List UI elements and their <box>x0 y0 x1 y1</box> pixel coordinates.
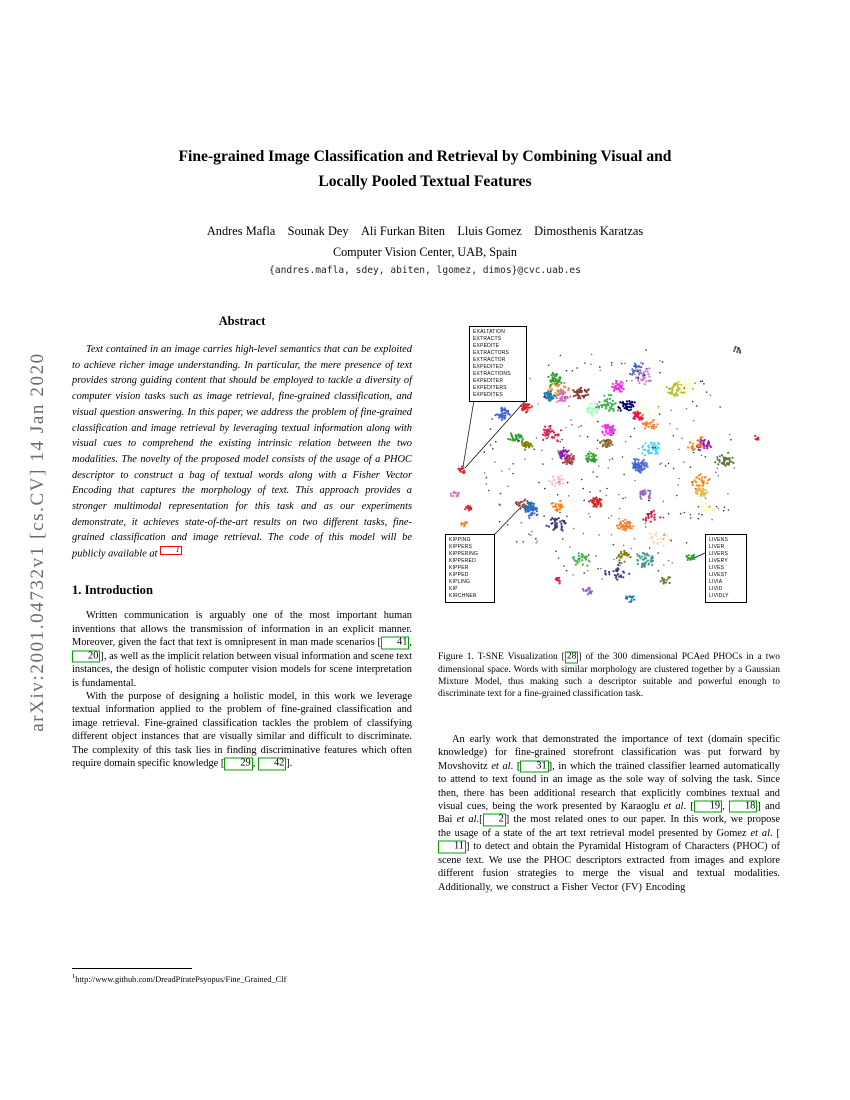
affiliation-line: Computer Vision Center, UAB, Spain <box>332 245 518 259</box>
paper-title-line1: Fine-grained Image Classification and Retrieval by Combining Visual and <box>178 148 672 165</box>
intro-paragraph-2: With the purpose of designing a holistic model, in this work we leverage textual information applied to the problem of fine-grained classification and image retrieval. Fine-grained classification tackles the problem of classifying different object instances that are visually similar and difficult to discriminate. The complexity of this task lies in finding discriminative features which often require domain specific knowledge [ 29 , 42 ]. <box>72 691 412 770</box>
italic-text: et al <box>456 814 477 826</box>
arxiv-stamp: arXiv:2001.04732v1 [cs.CV] 14 Jan 2020 <box>27 352 49 732</box>
footnote-text[interactable]: $^1$http://www.github.com/DreadPiratePsyopus/Fine_Grained_Clf <box>72 973 287 984</box>
callout-word: KIRCHNER <box>449 593 477 599</box>
authors-line: Andres Mafla Sounak Dey Ali Furkan Biten Lluis Gomez Dimosthenis Karatzas <box>206 224 644 238</box>
callout-word: EXPEDITER <box>473 378 504 384</box>
callout-word: LIVID <box>709 586 723 592</box>
callout-word: LIVERS <box>709 551 728 557</box>
citation-link[interactable]: 20 <box>72 650 100 662</box>
callout-word: LIVEST <box>709 572 728 578</box>
callout-word: LIVIA <box>709 579 723 585</box>
section-heading-introduction: 1. Introduction <box>72 583 153 598</box>
paper-title <box>90 144 760 194</box>
callout-word: KIP <box>449 586 458 592</box>
figure-caption: Figure 1. T-SNE Visualization [ 28 ] of the 300 dimensional PCAed PHOCs in a two dimensional space. Words with similar morphology are clustered together by a Gaussian Mixture Model, thus making such a descriptor suitable and powerful enough to discriminate text for a fine-grained classification task. <box>438 651 781 700</box>
callout-word: KIPPING <box>449 537 471 543</box>
callout-box-kippers <box>445 534 495 603</box>
emails-line: {andres.mafla, sdey, abiten, lgomez, dimos}@cvc.uab.es <box>269 265 581 276</box>
left-column <box>72 314 412 771</box>
citation-link[interactable]: 42 <box>258 758 286 770</box>
figure-1 <box>438 318 780 634</box>
callout-word: EXPEDITED <box>473 364 504 370</box>
callout-word: EXTRACTIONS <box>473 371 511 377</box>
citation-link[interactable]: 29 <box>224 758 252 770</box>
callout-box-livens <box>705 534 747 603</box>
abstract-text: Text contained in an image carries high-level semantics that can be exploited to achieve richer image understanding. In particular, the mere presence of text provides strong guiding content that should be employed to tackle a diversity of computer vision tasks such as image retrieval, fine-grained classification, and visual question answering. In this paper, we address the problem of fine-grained classification and image retrieval by leveraging textual information along with visual cues to comprehend the existing intrinsic relation between the two modalities. The novelty of the proposed model consists of the usage of a PHOC descriptor to construct a bag of textual words along with a Fisher Vector Encoding that captures the morphology of text. This approach provides a stronger multimodal representation for this task and as our experiments demonstrate, it achieves state-of-the-art results on two different tasks, fine-grained classification and image retrieval. The code of this model will be publicly available at 1 <box>72 344 412 560</box>
body-paragraph-right: An early work that demonstrated the importance of text (domain specific knowledge) for fine-grained storefront classification was put forward by Movshovitz et al. [ 31 ], in which the trained classifier learned automatically to attend to text found in an image as the sole way of solving the task. Since then, there has been additional research that explicitly combines textual and visual cues, being the work presented by Karaoglu et al. [ 19 , 18 ] and Bai et al.[ 2 ] the most related ones to our paper. In this work, we propose the usage of a state of the art text retrieval model presented by Gomez et al. [11 ] to detect and obtain the Pyramidal Histogram of Characters (PHOC) of scene text. We use the PHOC descriptors extracted from images and explore different fusion strategies to merge the visual and textual modalities. Additionally, we construct a Fisher Vector (FV) Encoding <box>438 733 781 893</box>
callout-word: EXTRACTOR <box>473 357 506 363</box>
italic-text: et al <box>750 827 770 839</box>
callout-line-extracts-a <box>463 400 474 467</box>
citation-link[interactable]: 2 <box>483 814 506 826</box>
callout-word: LIVERY <box>709 558 728 564</box>
callout-word: LIVER <box>709 544 725 550</box>
citation-link[interactable]: 41 <box>381 637 409 649</box>
italic-text: et al <box>663 800 684 812</box>
callout-word: LIVES <box>709 565 725 571</box>
citation-link[interactable]: 28 <box>566 651 577 662</box>
paper-title-line2: Locally Pooled Textual Features <box>318 173 532 190</box>
abstract-heading: Abstract <box>218 314 266 328</box>
footnote-block <box>72 968 412 985</box>
right-column <box>438 318 780 894</box>
callout-line-extracts-b <box>465 400 526 468</box>
italic-text: et al <box>491 760 511 772</box>
citation-link[interactable]: 18 <box>729 800 757 812</box>
callout-word: EXPEDITES <box>473 392 503 398</box>
intro-paragraph-1: Written communication is arguably one of the most important human inventions that allows the transmission of information in an explicit manner. Moreover, given the fact that text is omnipresent in man made scenarios [ 41 , 20 ], as well as the implicit relation between visual information and scene text instances, the design of holistic computer vision models for scene interpretation is fundamental. <box>72 610 412 689</box>
citation-link[interactable]: 31 <box>520 760 548 772</box>
footnote-rule <box>72 968 192 969</box>
callout-word: EXTRACTORS <box>473 350 510 356</box>
callout-word: KIPPED <box>449 572 469 578</box>
callout-word: LIVENS <box>709 537 728 543</box>
arxiv-stamp-gutter <box>4 0 72 1084</box>
callout-word: KIPLING <box>449 579 471 585</box>
footnote-superscript: 1 <box>72 973 76 980</box>
callout-word: EXPEDITERS <box>473 385 507 391</box>
citation-link[interactable]: 19 <box>694 800 722 812</box>
callout-line-kippers <box>494 506 522 535</box>
callout-word: EXTRACTS <box>473 336 502 342</box>
callout-word: EXPEDITE <box>473 343 500 349</box>
callout-word: LIVIDLY <box>709 593 729 599</box>
callout-box-extracts <box>469 326 527 402</box>
callout-word: KIPPERING <box>449 551 479 557</box>
callout-word: KIPPER <box>449 565 469 571</box>
callout-word: KIPPERED <box>449 558 476 564</box>
footnote-marker-link[interactable]: 1 <box>160 546 182 555</box>
citation-link[interactable]: 11 <box>438 841 466 853</box>
callout-word: EXALTATION <box>473 329 506 335</box>
callout-word: KIPPERS <box>449 544 473 550</box>
